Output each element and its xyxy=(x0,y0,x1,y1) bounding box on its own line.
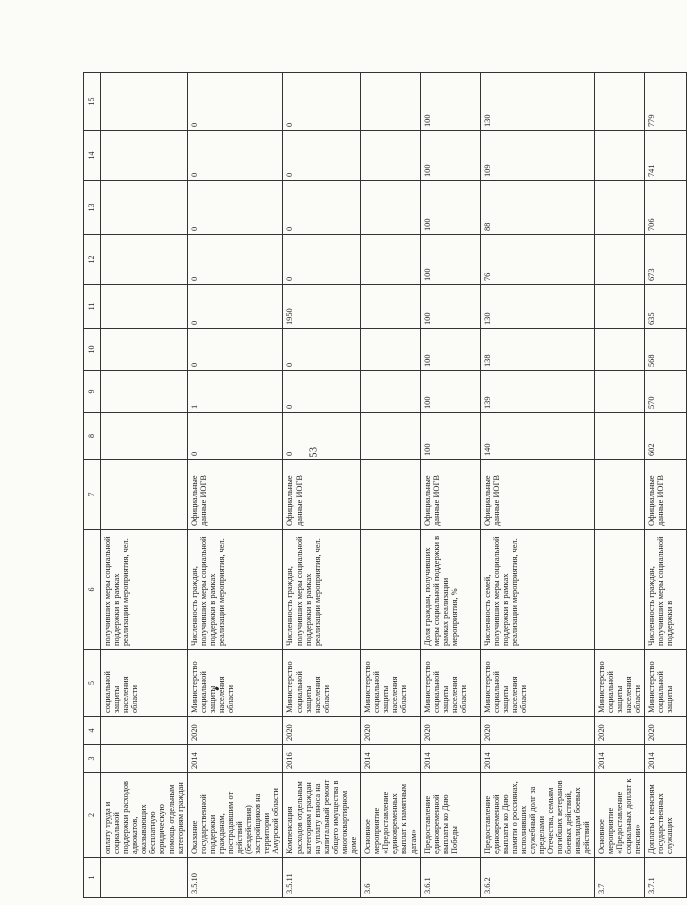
cell-value: 100 xyxy=(420,73,480,131)
cell-value: 109 xyxy=(480,131,594,181)
cell-end-year: 2020 xyxy=(420,717,480,745)
cell-start-year: 2016 xyxy=(283,745,361,773)
cell-value xyxy=(101,235,188,285)
column-header: 13 xyxy=(84,181,101,235)
cell-indicator: Численность граждан, получивших меры социальной поддержки в рамках реализации мероприятия, чел. xyxy=(187,530,283,650)
cell-end-year: 2020 xyxy=(283,717,361,745)
cell-value: 635 xyxy=(644,285,686,329)
cell-value: 0 xyxy=(187,73,283,131)
cell-measure: Основное мероприятие «Предоставление единовременных выплат к памятным датам» xyxy=(361,773,420,858)
cell-value: 0 xyxy=(283,73,361,131)
cell-indicator: Численность граждан, получивших меры социальной поддержки в xyxy=(644,530,686,650)
column-header: 9 xyxy=(84,371,101,413)
cell-value xyxy=(361,131,420,181)
cell-start-year: 2014 xyxy=(644,745,686,773)
cell-value: 0 xyxy=(283,371,361,413)
cell-end-year: 2020 xyxy=(361,717,420,745)
cell-source xyxy=(594,460,644,530)
column-header: 2 xyxy=(84,773,101,858)
table-row xyxy=(361,73,420,898)
column-header: 3 xyxy=(84,745,101,773)
table-row xyxy=(283,73,361,898)
cell-value xyxy=(594,131,644,181)
cell-value: 0 xyxy=(283,131,361,181)
column-header: 4 xyxy=(84,717,101,745)
cell-start-year: 2014 xyxy=(187,745,283,773)
cell-value xyxy=(594,181,644,235)
cell-start-year: 2014 xyxy=(361,745,420,773)
cell-end-year: 2020 xyxy=(187,717,283,745)
page-number: 53 xyxy=(308,446,320,458)
cell-source xyxy=(101,460,188,530)
cell-indicator: получивших меры социальной поддержки в рамках реализации мероприятия, чел. xyxy=(101,530,188,650)
cell-start-year xyxy=(101,745,188,773)
cell-value xyxy=(594,413,644,460)
program-measures-table xyxy=(83,72,687,898)
cell-executor: Министерство социальной защиты населения области xyxy=(187,650,283,717)
column-header: 15 xyxy=(84,73,101,131)
cell-value: 100 xyxy=(420,329,480,371)
cell-measure: Доплаты к пенсиям государственных служащих xyxy=(644,773,686,858)
cell-value: 741 xyxy=(644,131,686,181)
cell-measure: Предоставление единовременной выплаты ко Дню памяти о россиянах, исполнявших служебный долг за пределами Отечества, семьям погибших ветеранов боевых действий, инвалидам боевых действий xyxy=(480,773,594,858)
cell-source: Официальные данные ИОГВ xyxy=(420,460,480,530)
cell-indicator: Доля граждан, получивших меры социальной поддержки в рамках реализации мероприятия, % xyxy=(420,530,480,650)
cell-value: 706 xyxy=(644,181,686,235)
cell-value: 130 xyxy=(480,285,594,329)
column-header: 8 xyxy=(84,413,101,460)
cell-value: 0 xyxy=(187,329,283,371)
cell-value: 673 xyxy=(644,235,686,285)
cell-value xyxy=(101,413,188,460)
cell-code: 3.7.1 xyxy=(644,858,686,898)
cell-value: 1 xyxy=(187,371,283,413)
cell-value: 779 xyxy=(644,73,686,131)
cell-start-year: 2014 xyxy=(594,745,644,773)
column-header: 5 xyxy=(84,650,101,717)
cell-code: 3.5.11 xyxy=(283,858,361,898)
cell-measure: Компенсация расходов отдельным категориям граждан на уплату взноса на капитальный ремонт общего имущества в многоквартирном доме xyxy=(283,773,361,858)
cell-value: 1950 xyxy=(283,285,361,329)
cell-executor: Министерство социальной защиты населения области xyxy=(420,650,480,717)
cell-value: 100 xyxy=(420,285,480,329)
cell-value: 0 xyxy=(187,413,283,460)
cell-indicator xyxy=(361,530,420,650)
cell-value xyxy=(101,329,188,371)
cell-value xyxy=(361,181,420,235)
cell-start-year: 2014 xyxy=(420,745,480,773)
cell-value: 602 xyxy=(644,413,686,460)
cell-value: 0 xyxy=(283,413,361,460)
column-header: 7 xyxy=(84,460,101,530)
table-row xyxy=(187,73,283,898)
cell-value xyxy=(361,329,420,371)
cell-value xyxy=(361,371,420,413)
cell-value: 100 xyxy=(420,181,480,235)
cell-value: 0 xyxy=(187,181,283,235)
cell-value xyxy=(594,285,644,329)
cell-value xyxy=(594,329,644,371)
cell-indicator: Численность граждан, получивших меры социальной поддержки в рамках реализации мероприятия, чел. xyxy=(283,530,361,650)
cell-executor: Министерство социальной защиты xyxy=(644,650,686,717)
cell-source: Официальные данные ИОГВ xyxy=(187,460,283,530)
column-number-header-row xyxy=(84,73,101,898)
cell-executor: Министерство социальной защиты населения области xyxy=(283,650,361,717)
cell-value: 570 xyxy=(644,371,686,413)
table-row xyxy=(480,73,594,898)
cell-value xyxy=(101,131,188,181)
cell-value: 100 xyxy=(420,371,480,413)
cell-code: 3.6 xyxy=(361,858,420,898)
cell-value xyxy=(101,285,188,329)
cell-code: 3.6.2 xyxy=(480,858,594,898)
cell-code: 3.6.1 xyxy=(420,858,480,898)
cell-executor: социальной защиты населения области xyxy=(101,650,188,717)
cell-value xyxy=(101,181,188,235)
cell-value: 88 xyxy=(480,181,594,235)
table-row xyxy=(644,73,686,898)
cell-source: Официальные данные ИОГВ xyxy=(644,460,686,530)
cell-value: 139 xyxy=(480,371,594,413)
cell-value xyxy=(361,235,420,285)
column-header: 10 xyxy=(84,329,101,371)
cell-value: 130 xyxy=(480,73,594,131)
cell-code: 3.5.10 xyxy=(187,858,283,898)
cell-value: 138 xyxy=(480,329,594,371)
cell-value: 100 xyxy=(420,413,480,460)
cell-start-year: 2014 xyxy=(480,745,594,773)
cell-measure: Основное мероприятие «Предоставление социальных доплат к пенсии» xyxy=(594,773,644,858)
cell-value: 0 xyxy=(283,181,361,235)
cell-indicator: Численность семей, получивших меры социальной поддержки в рамках реализации мероприятия, чел. xyxy=(480,530,594,650)
cell-value: 0 xyxy=(283,329,361,371)
column-header: 11 xyxy=(84,285,101,329)
cell-value: 0 xyxy=(283,235,361,285)
cell-value: 0 xyxy=(187,131,283,181)
cell-measure: оплату труда и социальной поддержки расходов адвокатов, оказывающих бесплатную юридическую помощь отдельным категориям граждан xyxy=(101,773,188,858)
cell-value xyxy=(361,73,420,131)
cell-value xyxy=(594,73,644,131)
column-header: 6 xyxy=(84,530,101,650)
cell-code: 3.7 xyxy=(594,858,644,898)
table-row xyxy=(420,73,480,898)
cell-value xyxy=(594,235,644,285)
cell-value xyxy=(101,73,188,131)
cell-value xyxy=(594,371,644,413)
cell-value xyxy=(361,413,420,460)
cell-end-year xyxy=(101,717,188,745)
cell-value: 568 xyxy=(644,329,686,371)
cell-measure: Оказание государственной поддержки гражданам, пострадавшим от действий (бездействия) застройщиков на территории Амурской области xyxy=(187,773,283,858)
cell-value: 100 xyxy=(420,131,480,181)
cell-source xyxy=(361,460,420,530)
cell-executor: Министерство социальной защиты населения области xyxy=(594,650,644,717)
cell-code xyxy=(101,858,188,898)
cell-end-year: 2020 xyxy=(480,717,594,745)
rotated-table-container xyxy=(83,73,675,898)
cell-executor: Министерство социальной защиты населения области xyxy=(361,650,420,717)
table-row xyxy=(594,73,644,898)
column-header: 14 xyxy=(84,131,101,181)
cell-value: 76 xyxy=(480,235,594,285)
table-row xyxy=(101,73,188,898)
cell-value: 0 xyxy=(187,285,283,329)
cell-measure: Предоставление единовременной выплаты ко Дню Победы xyxy=(420,773,480,858)
cell-source: Официальные данные ИОГВ xyxy=(283,460,361,530)
cell-indicator xyxy=(594,530,644,650)
cell-end-year: 2020 xyxy=(644,717,686,745)
cell-executor: Министерство социальной защиты населения области xyxy=(480,650,594,717)
column-header: 12 xyxy=(84,235,101,285)
column-header: 1 xyxy=(84,858,101,898)
cell-end-year: 2020 xyxy=(594,717,644,745)
cell-value xyxy=(361,285,420,329)
cell-value: 100 xyxy=(420,235,480,285)
cell-value: 0 xyxy=(187,235,283,285)
cell-value: 140 xyxy=(480,413,594,460)
cell-value xyxy=(101,371,188,413)
cell-source: Официальные данные ИОГВ xyxy=(480,460,594,530)
